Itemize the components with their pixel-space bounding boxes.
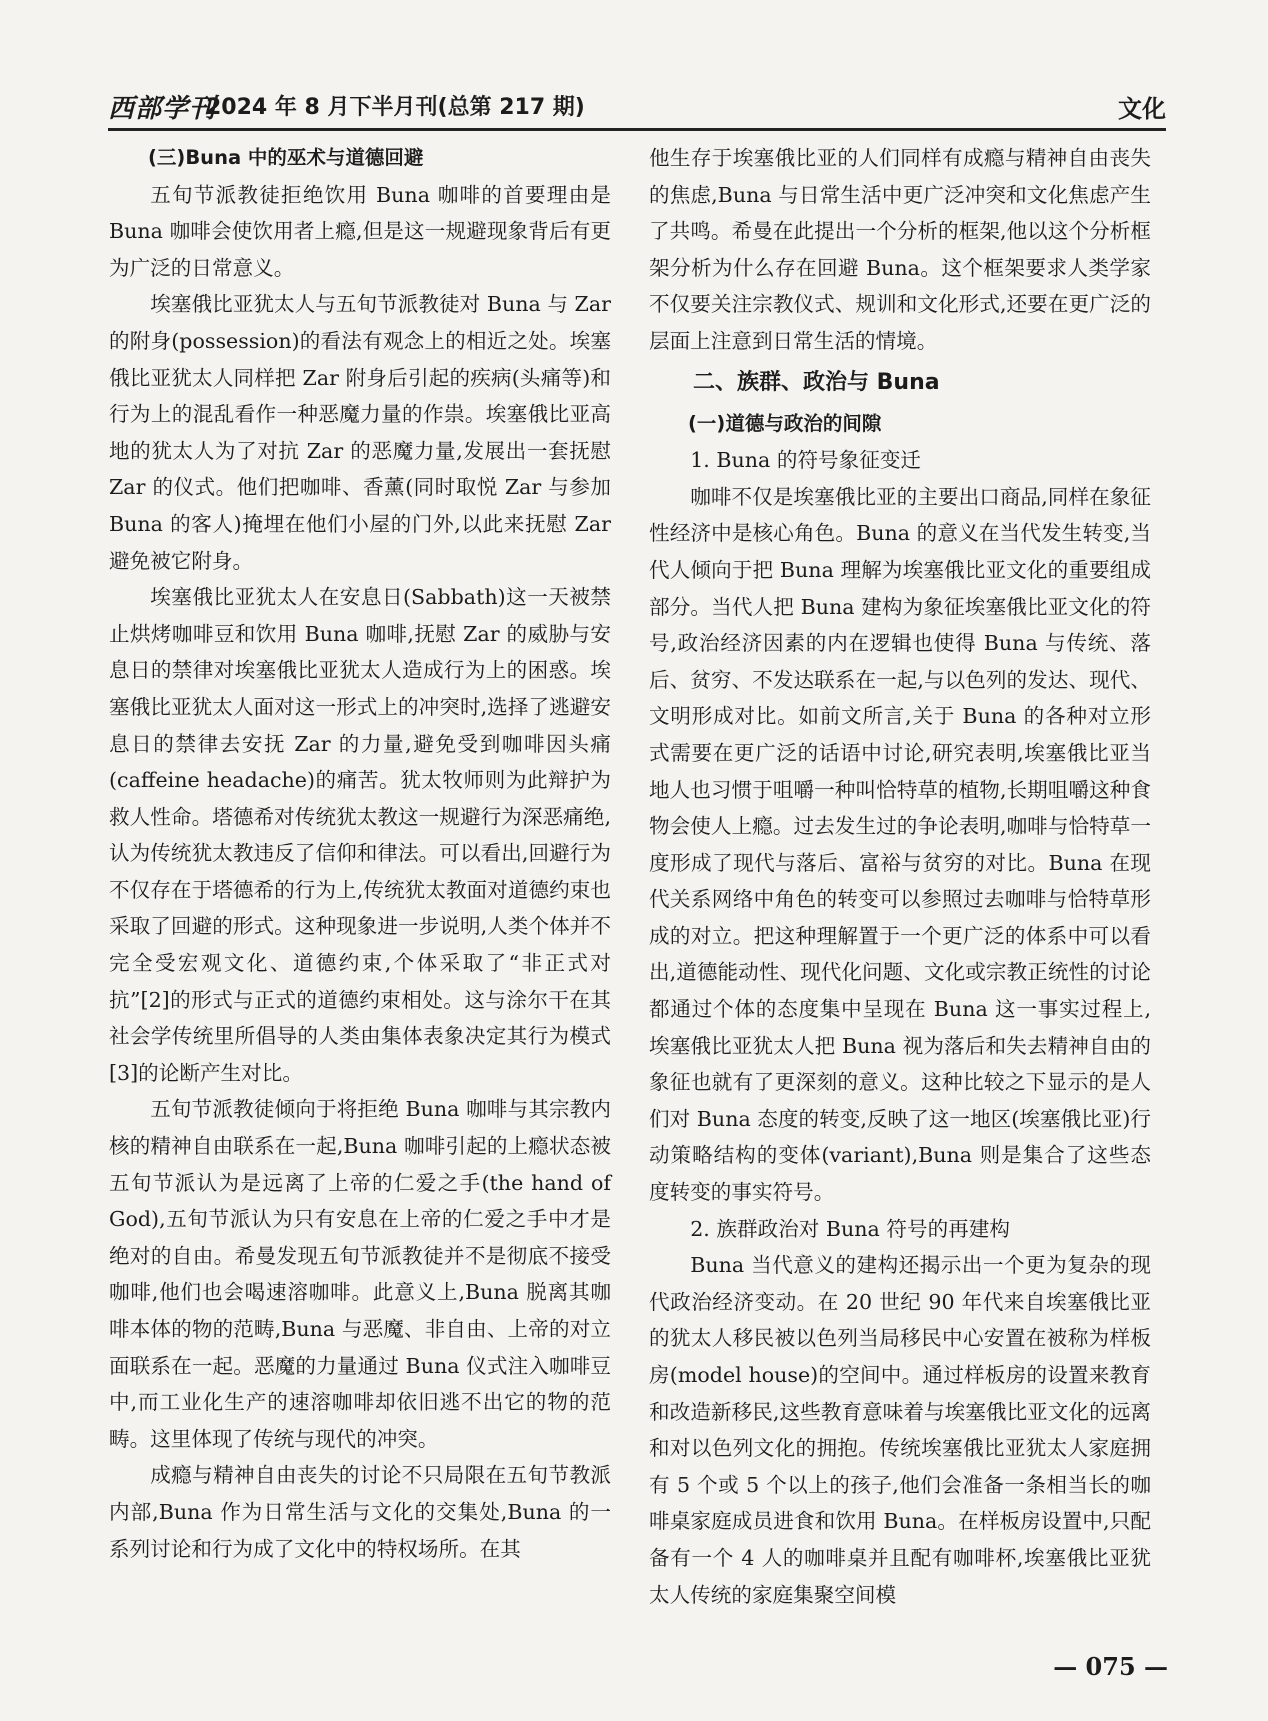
running-header	[108, 84, 1166, 131]
paragraph: 五旬节派教徒拒绝饮用 Buna 咖啡的首要理由是 Buna 咖啡会使饮用者上瘾,但是这一规避现象背后有更为广泛的日常意义。	[109, 182, 611, 280]
subsection-heading: (一)道德与政治的间隙	[688, 411, 882, 435]
issue-info: 2024 年 8 月下半月刊(总第 217 期)	[206, 95, 585, 120]
left-column	[109, 140, 611, 1567]
subsubsection-heading: 1. Buna 的符号象征变迁	[690, 448, 922, 473]
paragraph: Buna 当代意义的建构还揭示出一个更为复杂的现代政治经济变动。在 20 世纪 90 年代来自埃塞俄比亚的犹太人移民被以色列当局移民中心安置在被称为样板房(model house)的空间中。通过样板房的设置来教育和改造新移民,这些教育意味着与埃塞俄比亚文化的远离和对以色列文化的拥抱。传统埃塞俄比亚犹太人家庭拥有 5 个或 5 个以上的孩子,他们会准备一条相当长的咖啡桌家庭成员进食和饮用 Buna。在样板房设置中,只配备有一个 4 人的咖啡桌并且配有咖啡杯,埃塞俄比亚犹太人传统的家庭集聚空间模	[649, 1253, 1151, 1607]
paragraph: 埃塞俄比亚犹太人在安息日(Sabbath)这一天被禁止烘烤咖啡豆和饮用 Buna 咖啡,抚慰 Zar 的威胁与安息日的禁律对埃塞俄比亚犹太人造成行为上的困惑。埃塞俄比亚犹太人面对这一形式上的冲突时,选择了逃避安息日的禁律去安抚 Zar 的力量,避免受到咖啡因头痛(caffeine headache)的痛苦。犹太牧师则为此辩护为救人性命。塔德希对传统犹太教这一规避行为深恶痛绝,认为传统犹太教违反了信仰和律法。可以看出,回避行为不仅存在于塔德希的行为上,传统犹太教面对道德约束也采取了回避的形式。这种现象进一步说明,人类个体并不完全受宏观文化、道德约束,个体采取了“非正式对抗”[2]的形式与正式的道德约束相处。这与涂尔干在其社会学传统里所倡导的人类由集体表象决定其行为模式[3]的论断产生对比。	[109, 585, 611, 1085]
paragraph: 成瘾与精神自由丧失的讨论不只局限在五旬节教派内部,Buna 作为日常生活与文化的交集处,Buna 的一系列讨论和行为成了文化中的特权场所。在其	[109, 1463, 611, 1561]
paragraph: 埃塞俄比亚犹太人与五旬节派教徒对 Buna 与 Zar 的附身(possession)的看法有观念上的相近之处。埃塞俄比亚犹太人同样把 Zar 附身后引起的疾病(头痛等)和行为上的混乱看作一种恶魔力量的作祟。埃塞俄比亚高地的犹太人为了对抗 Zar 的恶魔力量,发展出一套抚慰 Zar 的仪式。他们把咖啡、香薰(同时取悦 Zar 与参加 Buna 的客人)掩埋在他们小屋的门外,以此来抚慰 Zar 避免被它附身。	[109, 292, 611, 573]
page-number: — 075 —	[1053, 1652, 1168, 1681]
paragraph: 咖啡不仅是埃塞俄比亚的主要出口商品,同样在象征性经济中是核心角色。Buna 的意义在当代发生转变,当代人倾向于把 Buna 理解为埃塞俄比亚文化的重要组成部分。当代人把 Buna 建构为象征埃塞俄比亚文化的符号,政治经济因素的内在逻辑也使得 Buna 与传统、落后、贫穷、不发达联系在一起,与以色列的发达、现代、文明形成对比。如前文所言,关于 Buna 的各种对立形式需要在更广泛的话语中讨论,研究表明,埃塞俄比亚当地人也习惯于咀嚼一种叫恰特草的植物,长期咀嚼这种食物会使人上瘾。过去发生过的争论表明,咖啡与恰特草一度形成了现代与落后、富裕与贫穷的对比。Buna 在现代关系网络中角色的转变可以参照过去咖啡与恰特草形成的对立。把这种理解置于一个更广泛的体系中可以看出,道德能动性、现代化问题、文化或宗教正统性的讨论都通过个体的态度集中呈现在 Buna 这一事实过程上,埃塞俄比亚犹太人把 Buna 视为落后和失去精神自由的象征也就有了更深刻的意义。这种比较之下显示的是人们对 Buna 态度的转变,反映了这一地区(埃塞俄比亚)行动策略结构的变体(variant),Buna 则是集合了这些态度转变的事实符号。	[649, 484, 1151, 1205]
journal-logo: 西部学刊	[108, 94, 217, 124]
paragraph: 五旬节派教徒倾向于将拒绝 Buna 咖啡与其宗教内核的精神自由联系在一起,Buna 咖啡引起的上瘾状态被五旬节派认为是远离了上帝的仁爱之手(the hand of God),五旬节派认为只有安息在上帝的仁爱之手中才是绝对的自由。希曼发现五旬节派教徒并不是彻底不接受咖啡,他们也会喝速溶咖啡。此意义上,Buna 脱离其咖啡本体的物的范畴,Buna 与恶魔、非自由、上帝的对立面联系在一起。恶魔的力量通过 Buna 仪式注入咖啡豆中,而工业化生产的速溶咖啡却依旧逃不出它的物的范畴。这里体现了传统与现代的冲突。	[109, 1097, 611, 1451]
section-heading: 二、族群、政治与 Buna	[693, 369, 940, 395]
right-column	[649, 140, 1151, 1613]
subsection-heading: (三)Buna 中的巫术与道德回避	[148, 146, 424, 169]
section-name: 文化	[1118, 95, 1166, 123]
paragraph-continued: 他生存于埃塞俄比亚的人们同样有成瘾与精神自由丧失的焦虑,Buna 与日常生活中更广泛冲突和文化焦虑产生了共鸣。希曼在此提出一个分析的框架,他以这个分析框架分析为什么存在回避 Buna。这个框架要求人类学家不仅要关注宗教仪式、规训和文化形式,还要在更广泛的层面上注意到日常生活的情境。	[649, 146, 1151, 353]
subsubsection-heading: 2. 族群政治对 Buna 符号的再建构	[690, 1216, 1010, 1241]
